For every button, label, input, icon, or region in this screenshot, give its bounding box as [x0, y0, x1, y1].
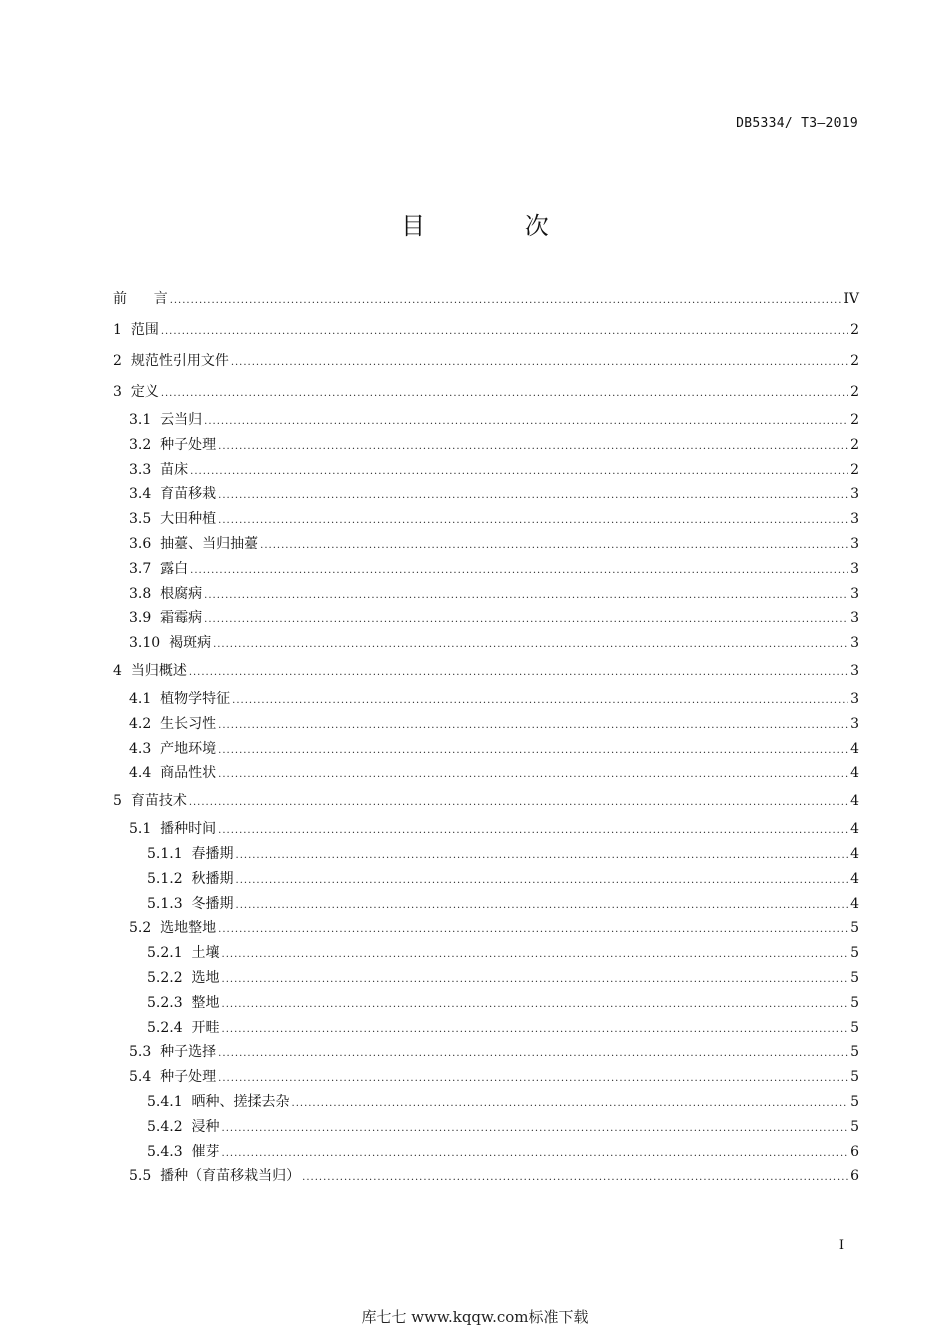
toc-entry-page: 3	[850, 715, 859, 732]
toc-entry[interactable]	[113, 1164, 859, 1189]
toc-entry-page: 5	[850, 994, 859, 1011]
toc-entry-page: IV	[843, 291, 859, 307]
toc-entry-title: 褐斑病	[160, 635, 212, 652]
toc-entry-page: 3	[850, 486, 859, 503]
toc-entry-title: 植物学特征	[151, 690, 231, 707]
toc-entry[interactable]	[113, 631, 859, 656]
toc-entry[interactable]	[113, 817, 859, 842]
toc-entry-number: 2	[113, 353, 122, 369]
toc-entry-title: 产地环境	[151, 740, 217, 757]
toc-entry[interactable]	[113, 507, 859, 532]
table-of-contents	[113, 284, 859, 1189]
toc-entry-number: 3.6	[129, 535, 152, 552]
document-code: DB5334/ T3—2019	[736, 116, 858, 131]
toc-entry[interactable]	[113, 786, 859, 817]
toc-entry[interactable]	[113, 842, 859, 867]
toc-entry-title: 冬播期	[182, 895, 234, 912]
toc-entry-page: 5	[850, 1118, 859, 1135]
toc-entry[interactable]	[113, 916, 859, 941]
toc-entry-title: 土壤	[182, 945, 220, 962]
toc-entry-title: 播种时间	[151, 821, 217, 838]
toc-entry-number: 3.7	[129, 560, 152, 577]
toc-entry-title: 育苗移栽	[151, 486, 217, 503]
toc-leader-dots	[189, 657, 848, 688]
toc-entry-number: 5.2.4	[147, 1019, 183, 1036]
toc-entry[interactable]	[113, 315, 859, 346]
toc-entry-number: 1	[113, 322, 122, 338]
toc-entry-title: 规范性引用文件	[121, 353, 229, 369]
toc-entry-page: 2	[850, 412, 859, 428]
toc-leader-dots	[218, 484, 848, 509]
toc-entry-page: 2	[850, 384, 859, 400]
toc-entry[interactable]	[113, 408, 859, 433]
toc-entry[interactable]	[113, 1140, 859, 1165]
toc-entry-page: 5	[850, 969, 859, 986]
toc-entry-title: 选地	[182, 969, 220, 986]
toc-entry-page: 6	[850, 1143, 859, 1160]
toc-entry[interactable]	[113, 1090, 859, 1115]
toc-entry-page: 3	[850, 535, 859, 552]
toc-leader-dots	[236, 869, 849, 894]
toc-leader-dots	[204, 584, 848, 609]
toc-entry-page: 3	[850, 662, 859, 679]
toc-entry-page: 3	[850, 690, 859, 707]
toc-entry[interactable]	[113, 1065, 859, 1090]
toc-entry[interactable]	[113, 482, 859, 507]
toc-leader-dots	[190, 559, 848, 584]
toc-entry-page: 5	[850, 1044, 859, 1061]
toc-entry-page: 3	[850, 610, 859, 627]
toc-entry-title: 生长习性	[151, 715, 217, 732]
toc-entry-title: 播种（育苗移栽当归）	[151, 1168, 301, 1185]
toc-entry[interactable]	[113, 712, 859, 737]
toc-entry-title: 商品性状	[151, 765, 217, 782]
toc-entry[interactable]	[113, 892, 859, 917]
toc-entry-number: 3.3	[129, 461, 152, 478]
toc-entry[interactable]	[113, 966, 859, 991]
toc-entry-number: 5.2.3	[147, 994, 183, 1011]
toc-entry-page: 2	[850, 322, 859, 338]
toc-leader-dots	[170, 285, 842, 316]
toc-leader-dots	[260, 534, 848, 559]
toc-entry[interactable]	[113, 532, 859, 557]
toc-entry-title: 种子选择	[151, 1044, 217, 1061]
toc-leader-dots	[218, 714, 848, 739]
toc-entry-number: 前	[113, 291, 127, 307]
toc-entry-page: 5	[850, 1019, 859, 1036]
toc-entry-page: 5	[850, 1093, 859, 1110]
toc-entry-page: 4	[850, 740, 859, 757]
toc-entry-title: 选地整地	[151, 920, 217, 937]
toc-entry-number: 5.4.1	[147, 1093, 183, 1110]
toc-entry-page: 3	[850, 511, 859, 528]
toc-entry-title: 种子处理	[151, 436, 217, 453]
toc-entry[interactable]	[113, 941, 859, 966]
toc-entry-number: 4.3	[129, 740, 152, 757]
toc-entry-number: 4.2	[129, 715, 152, 732]
toc-entry-page: 3	[850, 560, 859, 577]
toc-entry-number: 5.2	[129, 920, 152, 937]
toc-entry-title: 抽薹、当归抽薹	[151, 535, 259, 552]
toc-entry-page: 5	[850, 945, 859, 962]
toc-entry-title: 整地	[182, 994, 220, 1011]
toc-entry[interactable]	[113, 346, 859, 377]
toc-leader-dots	[204, 410, 848, 435]
toc-entry-page: 5	[850, 920, 859, 937]
toc-entry-number: 5.2.2	[147, 969, 183, 986]
toc-entry[interactable]	[113, 606, 859, 631]
toc-entry[interactable]	[113, 991, 859, 1016]
toc-entry-title: 当归概述	[121, 662, 187, 679]
toc-entry-page: 4	[850, 793, 859, 810]
toc-entry-page: 3	[850, 585, 859, 602]
toc-leader-dots	[218, 1067, 848, 1092]
toc-entry-number: 4.1	[129, 690, 152, 707]
toc-entry-number: 5.2.1	[147, 945, 183, 962]
toc-entry-title: 言	[127, 291, 168, 307]
toc-leader-dots	[222, 943, 849, 968]
toc-leader-dots	[204, 608, 848, 633]
toc-entry-number: 3.1	[129, 412, 152, 428]
toc-leader-dots	[218, 435, 848, 460]
toc-entry[interactable]	[113, 377, 859, 408]
toc-entry[interactable]	[113, 656, 859, 687]
toc-entry-number: 3.5	[129, 511, 152, 528]
toc-entry-number: 3.4	[129, 486, 152, 503]
toc-entry[interactable]	[113, 284, 859, 315]
toc-leader-dots	[236, 894, 849, 919]
toc-leader-dots	[231, 347, 848, 378]
toc-entry[interactable]	[113, 687, 859, 712]
toc-leader-dots	[218, 1042, 848, 1067]
toc-entry-page: 2	[850, 461, 859, 478]
toc-leader-dots	[218, 763, 848, 788]
toc-entry[interactable]	[113, 761, 859, 786]
toc-entry-page: 2	[850, 436, 859, 453]
toc-entry[interactable]	[113, 433, 859, 458]
toc-leader-dots	[222, 1117, 849, 1142]
toc-entry-number: 5.4.3	[147, 1143, 183, 1160]
toc-entry-title: 大田种植	[151, 511, 217, 528]
toc-entry-title: 根腐病	[151, 585, 203, 602]
toc-entry[interactable]	[113, 1115, 859, 1140]
toc-entry[interactable]	[113, 458, 859, 483]
toc-entry-page: 4	[850, 845, 859, 862]
page-title: 目 次	[401, 212, 595, 240]
toc-entry-title: 定义	[121, 384, 159, 400]
toc-leader-dots	[161, 316, 848, 347]
toc-entry[interactable]	[113, 1016, 859, 1041]
toc-entry-number: 3.9	[129, 610, 152, 627]
toc-entry-page: 4	[850, 870, 859, 887]
toc-entry-number: 5.1.3	[147, 895, 183, 912]
toc-entry-page: 5	[850, 1069, 859, 1086]
toc-leader-dots	[222, 993, 849, 1018]
toc-entry-number: 3.10	[129, 635, 161, 652]
toc-leader-dots	[218, 918, 848, 943]
toc-entry[interactable]	[113, 557, 859, 582]
toc-entry-title: 露白	[151, 560, 189, 577]
toc-leader-dots	[232, 689, 848, 714]
toc-entry-page: 4	[850, 765, 859, 782]
toc-leader-dots	[292, 1092, 849, 1117]
toc-entry[interactable]	[113, 737, 859, 762]
toc-entry-page: 4	[850, 821, 859, 838]
toc-entry-number: 5.4.2	[147, 1118, 183, 1135]
toc-entry-title: 催芽	[182, 1143, 220, 1160]
watermark-text: 库七七 www.kqqw.com标准下载	[361, 1308, 589, 1326]
toc-entry-number: 5	[113, 793, 122, 810]
toc-entry-title: 种子处理	[151, 1069, 217, 1086]
toc-entry-number: 3.8	[129, 585, 152, 602]
toc-entry-number: 3.2	[129, 436, 152, 453]
toc-entry-number: 5.3	[129, 1044, 152, 1061]
toc-leader-dots	[222, 1018, 849, 1043]
toc-entry[interactable]	[113, 582, 859, 607]
toc-entry-title: 春播期	[182, 845, 234, 862]
toc-entry[interactable]	[113, 1040, 859, 1065]
toc-entry-title: 浸种	[182, 1118, 220, 1135]
toc-entry-title: 苗床	[151, 461, 189, 478]
toc-entry-page: 2	[850, 353, 859, 369]
toc-entry-number: 4.4	[129, 765, 152, 782]
toc-leader-dots	[218, 739, 848, 764]
toc-leader-dots	[218, 819, 848, 844]
toc-leader-dots	[161, 378, 848, 409]
toc-entry-page: 4	[850, 895, 859, 912]
toc-entry-number: 3	[113, 384, 122, 400]
toc-entry-number: 5.5	[129, 1168, 152, 1185]
toc-entry-title: 霜霉病	[151, 610, 203, 627]
toc-leader-dots	[189, 787, 848, 818]
toc-entry-title: 育苗技术	[121, 793, 187, 810]
toc-leader-dots	[218, 509, 848, 534]
toc-leader-dots	[222, 968, 849, 993]
toc-entry-page: 3	[850, 635, 859, 652]
toc-entry-title: 晒种、搓揉去杂	[182, 1093, 290, 1110]
toc-leader-dots	[190, 460, 848, 485]
toc-entry-number: 5.1.2	[147, 870, 183, 887]
toc-entry-title: 开畦	[182, 1019, 220, 1036]
toc-entry-number: 4	[113, 662, 122, 679]
toc-entry-title: 云当归	[151, 412, 203, 428]
toc-leader-dots	[236, 844, 849, 869]
toc-leader-dots	[222, 1142, 849, 1167]
toc-entry-title: 秋播期	[182, 870, 234, 887]
toc-entry-number: 5.4	[129, 1069, 152, 1086]
toc-leader-dots	[213, 633, 848, 658]
toc-entry-number: 5.1	[129, 821, 152, 838]
toc-entry-number: 5.1.1	[147, 845, 183, 862]
toc-entry[interactable]	[113, 867, 859, 892]
toc-entry-title: 范围	[121, 322, 159, 338]
page-number: I	[838, 1238, 844, 1253]
toc-entry-page: 6	[850, 1168, 859, 1185]
toc-leader-dots	[302, 1166, 848, 1191]
